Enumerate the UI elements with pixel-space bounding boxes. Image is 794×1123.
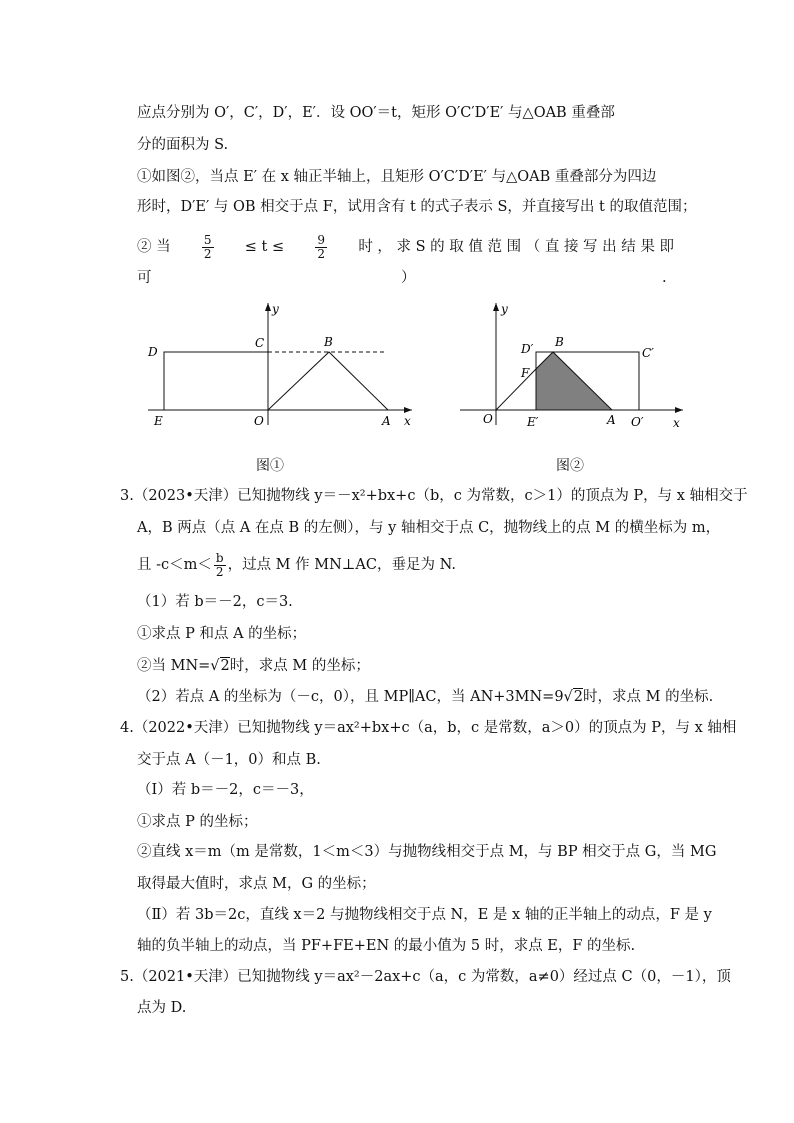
p3-l3-pre: 且 -c＜m＜: [137, 557, 212, 573]
frac-num: 5: [203, 232, 212, 247]
sqrt-2: 2: [220, 658, 230, 674]
p4-line-6: 取得最大值时，求点 M，G 的坐标；: [137, 876, 376, 892]
label-C-prime: C′: [642, 346, 654, 360]
p3-line-5: ①求点 P 和点 A 的坐标；: [137, 626, 307, 642]
x-axis-arrow: [675, 407, 683, 413]
fraction-5-2: [202, 234, 214, 261]
p2-line-1: 应点分别为 O′，C′，D′，E′．设 OO′＝t，矩形 O′C′D′E′ 与△OAB 重叠部: [137, 105, 615, 121]
label-y: y: [272, 302, 279, 316]
p2-l5-mid: ≤ t ≤: [244, 239, 285, 255]
fraction-9-2: [315, 234, 327, 261]
segment-of: [496, 369, 536, 410]
label-x: x: [673, 416, 680, 430]
p4-line-5: ②直线 x＝m（m 是常数，1＜m＜3）与抛物线相交于点 M，与 BP 相交于点 G，当 MG: [137, 844, 717, 860]
label-O-prime: O′: [631, 415, 644, 429]
p2-line-5: [137, 229, 674, 265]
p3-l6-pre: ②当 MN=: [137, 658, 211, 674]
label-D-prime: D′: [521, 342, 534, 356]
p2-l5-post: 时 ， 求 S 的 取 值 范 围 （ 直 接 写 出 结 果 即: [358, 239, 674, 255]
p3-line-1: 3.（2023•天津）已知抛物线 y＝－x²+bx+c（b，c 为常数，c＞1）的顶点为 P，与 x 轴相交于: [120, 488, 748, 504]
p3-l7-pre: （2）若点 A 的坐标为（－c，0），且 MP∥AC，当 AN+3MN=9: [137, 689, 564, 705]
sqrt-2: 2: [573, 689, 584, 705]
p3-l7-post: 时，求点 M 的坐标.: [583, 689, 714, 705]
frac-den: 2: [203, 246, 212, 261]
p3-l3-post: ，过点 M 作 MN⊥AC，垂足为 N.: [227, 557, 456, 573]
y-axis-arrow: [493, 303, 499, 311]
frac-den: 2: [317, 246, 326, 261]
label-E-prime: E′: [527, 415, 539, 429]
figure-2-caption: 图②: [556, 458, 584, 474]
p4-line-4: ①求点 P 的坐标；: [137, 814, 258, 830]
p3-line-2: A，B 两点（点 A 在点 B 的左侧），与 y 轴相交于点 C，抛物线上的点 M 的横坐标为 m，: [137, 520, 721, 536]
label-D: D: [148, 345, 158, 359]
p4-line-8: 轴的负半轴上的动点，当 PF+FE+EN 的最小值为 5 时，求点 E，F 的坐标.: [137, 938, 636, 954]
label-A: A: [607, 413, 616, 427]
y-axis-arrow: [265, 303, 271, 311]
p4-line-7: （Ⅱ）若 3b＝2c，直线 x＝2 与抛物线相交于点 N，E 是 x 轴的正半轴上的动点，F 是 y: [137, 907, 712, 923]
label-x: x: [404, 414, 411, 428]
label-O: O: [483, 412, 493, 426]
p4-line-2: 交于点 A（－1，0）和点 B.: [137, 752, 321, 768]
overlap-region: [536, 352, 612, 410]
p2-line-4: 形时，D′E′ 与 OB 相交于点 F，试用含有 t 的式子表示 S，并直接写出 t 的取值范围；: [137, 199, 697, 215]
label-C: C: [255, 336, 265, 350]
p2-l6-c: .: [662, 270, 667, 286]
label-O: O: [254, 414, 264, 428]
p2-line-2: 分的面积为 S.: [137, 137, 229, 153]
label-E: E: [154, 414, 163, 428]
triangle-oab: [268, 352, 388, 410]
label-B: B: [555, 335, 564, 349]
p3-l6-post: 时，求点 M 的坐标；: [229, 658, 370, 674]
label-A: A: [382, 414, 391, 428]
p5-line-2: 点为 D.: [137, 1000, 187, 1016]
frac-num: 9: [317, 232, 326, 247]
p2-l6-a: 可: [137, 270, 152, 286]
p2-line-3: ①如图②，当点 E′ 在 x 轴正半轴上，且矩形 O′C′D′E′ 与△OAB 重叠部分为四边: [137, 169, 657, 185]
p2-l6-b: ）: [401, 270, 416, 286]
p3-line-7: （2）若点 A 的坐标为（－c，0），且 MP∥AC，当 AN+3MN=9√2时，求点 M 的坐标.: [137, 689, 714, 705]
p5-line-1: 5.（2021•天津）已知抛物线 y＝ax²－2ax+c（a，c 为常数，a≠0）经过点 C（0，－1），顶: [120, 969, 731, 985]
frac-num: b: [215, 550, 224, 565]
label-F: F: [521, 366, 530, 380]
p4-line-3: （Ⅰ）若 b＝－2，c＝－3，: [137, 782, 314, 798]
label-B: B: [324, 335, 333, 349]
figure-1-caption: 图①: [256, 458, 284, 474]
rectangle-odce: [164, 352, 268, 410]
p2-l5-pre: ② 当: [137, 239, 171, 255]
x-axis-arrow: [404, 407, 412, 413]
fraction-b-2: [214, 552, 226, 579]
p4-line-1: 4.（2022•天津）已知抛物线 y＝ax²+bx+c（a，b，c 是常数，a＞0）的顶点为 P，与 x 轴相: [120, 720, 737, 736]
figure-2: [455, 295, 690, 435]
p3-line-6: ②当 MN=√2时，求点 M 的坐标；: [137, 658, 370, 674]
p3-line-3: [137, 548, 456, 582]
p3-line-4: （1）若 b＝－2，c＝3.: [137, 594, 293, 610]
frac-den: 2: [215, 564, 224, 579]
label-y: y: [501, 302, 508, 316]
figure-1: [140, 295, 420, 435]
